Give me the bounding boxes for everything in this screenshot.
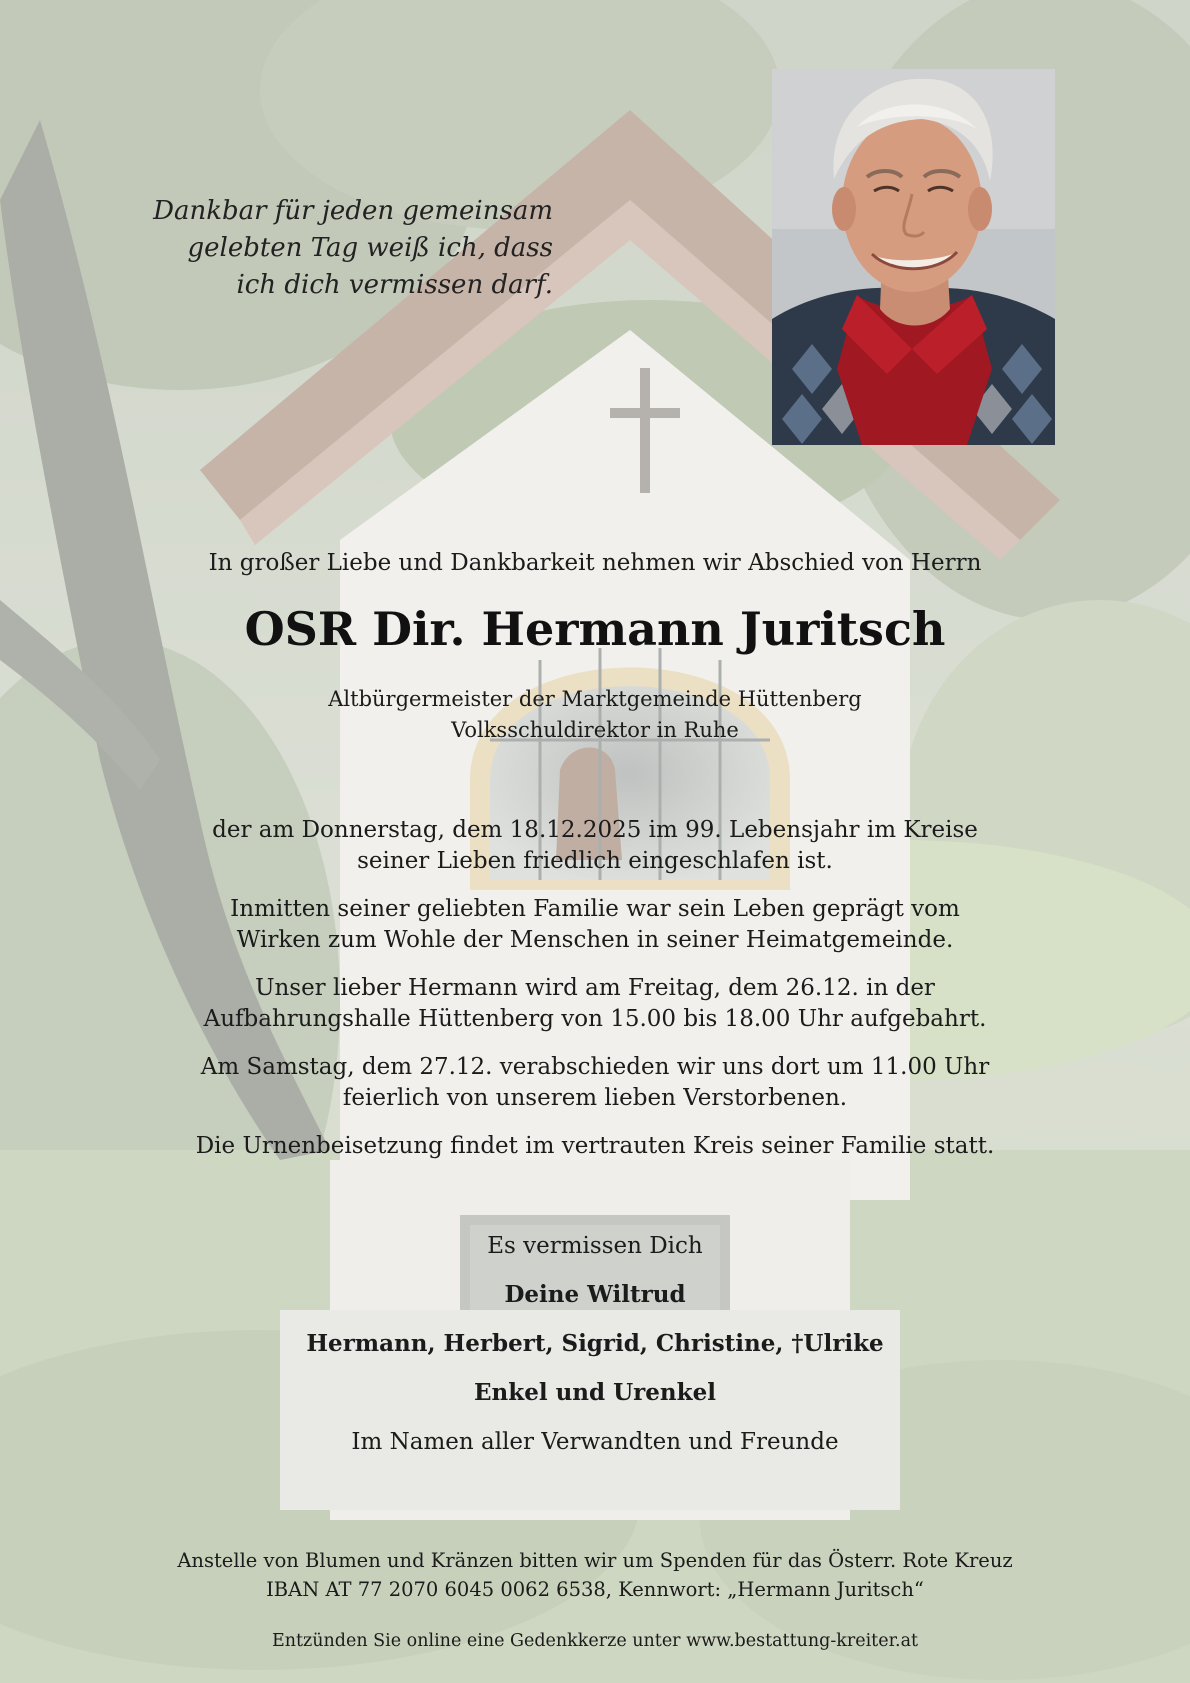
farewell-intro: In großer Liebe und Dankbarkeit nehmen wir Abschied von Herrn — [208, 550, 982, 576]
text-line: seiner Lieben friedlich eingeschlafen ist. — [357, 848, 833, 874]
donation-iban-line: IBAN AT 77 2070 6045 0062 6538, Kennwort: „Hermann Juritsch“ — [266, 1578, 924, 1601]
deceased-titles — [0, 684, 1190, 746]
text-line: der am Donnerstag, dem 18.12.2025 im 99. Lebensjahr im Kreise — [212, 817, 978, 843]
obituary-body — [120, 815, 1070, 1179]
death-notice-paragraph — [120, 815, 1070, 877]
text-line: feierlich von unserem lieben Verstorbenen. — [342, 1085, 848, 1111]
mourners-list — [0, 1231, 1190, 1457]
text-line: Die Urnenbeisetzung findet im vertrauten Kreis seiner Familie statt. — [195, 1133, 995, 1159]
deceased-title: Altbürgermeister der Marktgemeinde Hüttenberg — [328, 687, 862, 711]
quote-line: gelebten Tag weiß ich, dass — [187, 233, 553, 263]
farewell-ceremony-paragraph — [120, 1052, 1070, 1114]
text-line: Unser lieber Hermann wird am Freitag, dem 26.12. in der — [255, 975, 935, 1001]
quote-line: ich dich vermissen darf. — [236, 270, 553, 300]
mourner-name: Enkel und Urenkel — [474, 1379, 716, 1406]
quote-line: Dankbar für jeden gemeinsam — [153, 196, 553, 226]
mourners-intro: Es vermissen Dich — [487, 1233, 703, 1259]
deceased-title: Volksschuldirektor in Ruhe — [451, 718, 739, 742]
donation-request — [0, 1546, 1190, 1604]
deceased-portrait-photo — [772, 69, 1055, 445]
urn-burial-paragraph — [120, 1131, 1070, 1162]
donation-line: Anstelle von Blumen und Kränzen bitten wir um Spenden für das Österr. Rote Kreuz — [177, 1549, 1013, 1572]
text-line: Am Samstag, dem 27.12. verabschieden wir uns dort um 11.00 Uhr — [200, 1054, 990, 1080]
viewing-paragraph — [120, 973, 1070, 1035]
text-line: Inmitten seiner geliebten Familie war sein Leben geprägt vom — [230, 896, 960, 922]
life-paragraph — [120, 894, 1070, 956]
online-candle-link[interactable]: Entzünden Sie online eine Gedenkkerze unter www.bestattung-kreiter.at — [271, 1631, 919, 1651]
mourner-name: Hermann, Herbert, Sigrid, Christine, †Ulrike — [306, 1330, 884, 1357]
text-line: Aufbahrungshalle Hüttenberg von 15.00 bis 18.00 Uhr aufgebahrt. — [203, 1006, 987, 1032]
mourner-name: Deine Wiltrud — [504, 1281, 686, 1308]
memorial-quote — [120, 193, 553, 304]
text-line: Wirken zum Wohle der Menschen in seiner Heimatgemeinde. — [236, 927, 954, 953]
deceased-name: OSR Dir. Hermann Juritsch — [244, 602, 946, 656]
mourners-outro: Im Namen aller Verwandten und Freunde — [351, 1429, 839, 1455]
